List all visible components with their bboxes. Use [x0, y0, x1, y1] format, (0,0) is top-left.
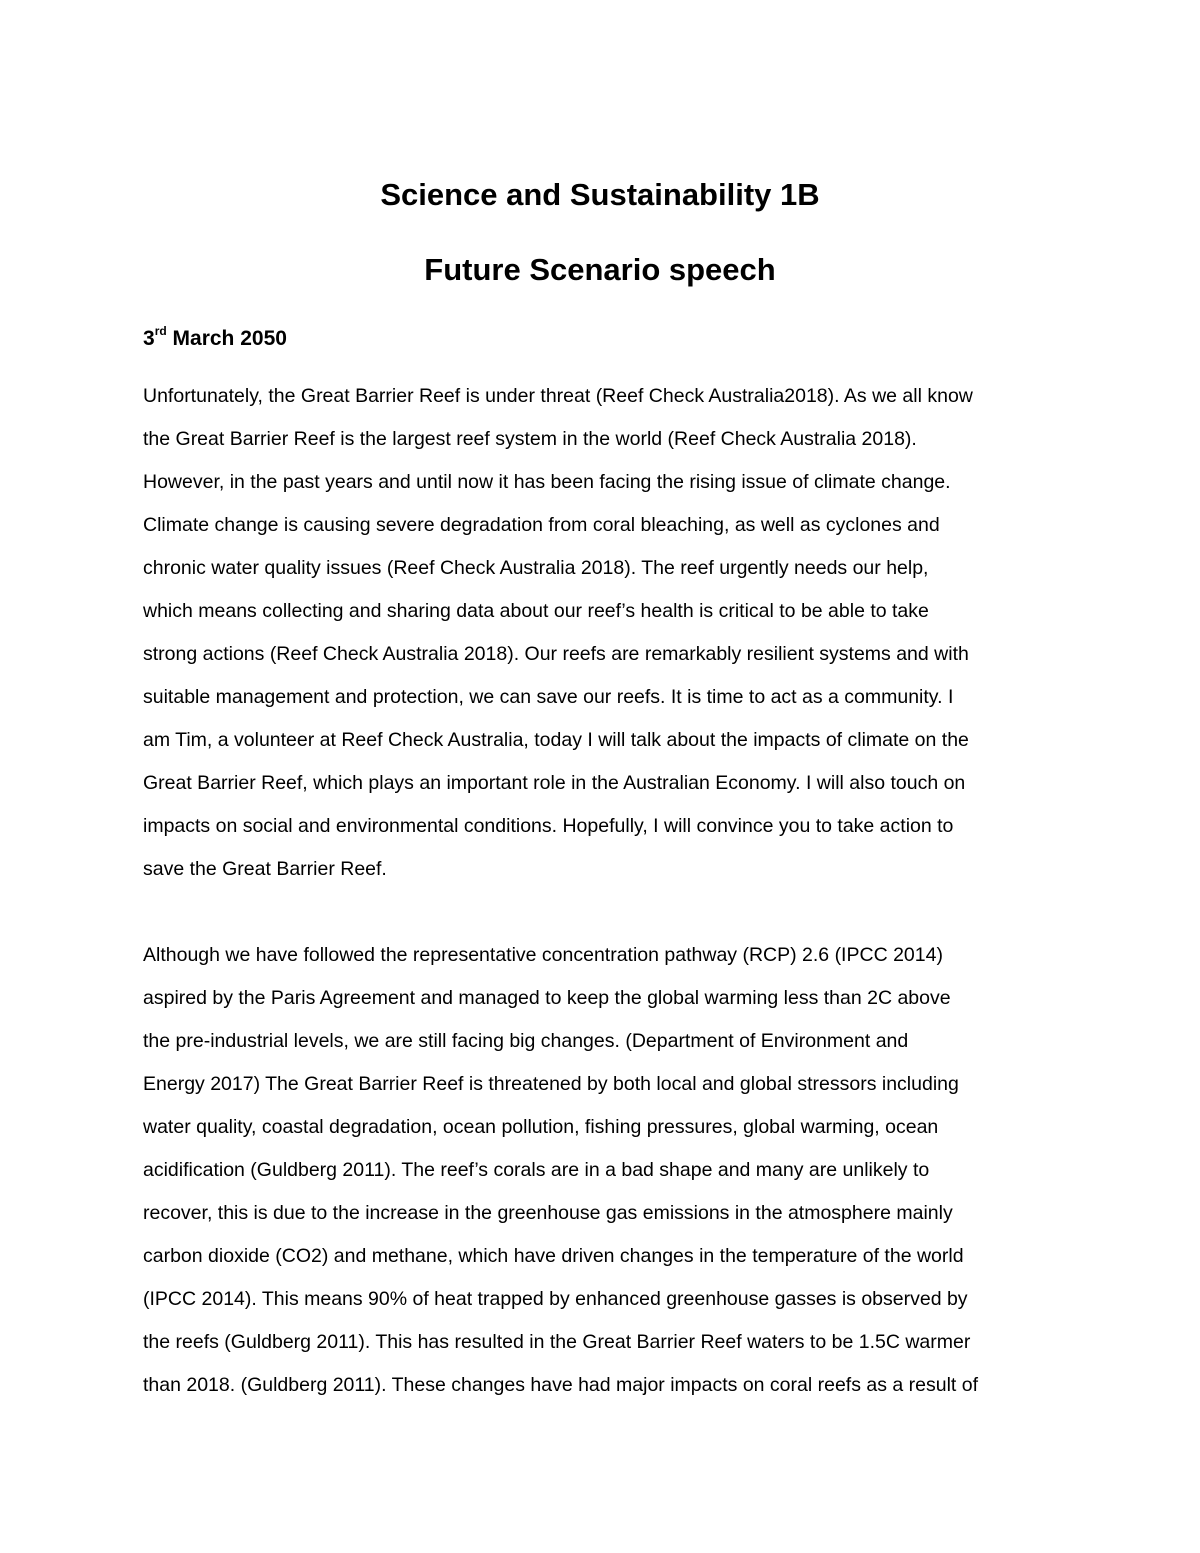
text-line: the reefs (Guldberg 2011). This has resulted in the Great Barrier Reef waters to be 1.5C warmer: [143, 1331, 971, 1353]
text-line: (IPCC 2014). This means 90% of heat trapped by enhanced greenhouse gasses is observed by: [143, 1288, 968, 1310]
text-line: suitable management and protection, we can save our reefs. It is time to act as a community. I: [143, 686, 954, 708]
text-line: However, in the past years and until now it has been facing the rising issue of climate change.: [143, 471, 951, 493]
text-line: acidification (Guldberg 2011). The reef’s corals are in a bad shape and many are unlikely to: [143, 1159, 930, 1181]
text-line: carbon dioxide (CO2) and methane, which have driven changes in the temperature of the world: [143, 1245, 964, 1267]
text-line: Although we have followed the representative concentration pathway (RCP) 2.6 (IPCC 2014): [143, 944, 943, 966]
text-line: recover, this is due to the increase in the greenhouse gas emissions in the atmosphere mainly: [143, 1202, 953, 1224]
text-line: Climate change is causing severe degradation from coral bleaching, as well as cyclones and: [143, 514, 940, 536]
date-month-year: March 2050: [172, 327, 287, 350]
text-line: water quality, coastal degradation, ocean pollution, fishing pressures, global warming, ocean: [143, 1116, 939, 1138]
paragraph-introduction: [143, 375, 1073, 891]
text-line: am Tim, a volunteer at Reef Check Australia, today I will talk about the impacts of climate on the: [143, 729, 969, 751]
date-ordinal-suffix: rd: [154, 324, 167, 338]
speech-date: [143, 325, 287, 353]
document-subtitle: Future Scenario speech: [424, 252, 776, 287]
text-line: save the Great Barrier Reef.: [143, 858, 387, 880]
document-title: Science and Sustainability 1B: [380, 177, 820, 212]
text-line: impacts on social and environmental conditions. Hopefully, I will convince you to take action to: [143, 815, 954, 837]
text-line: the Great Barrier Reef is the largest reef system in the world (Reef Check Australia 2018).: [143, 428, 917, 450]
text-line: the pre-industrial levels, we are still facing big changes. (Department of Environment and: [143, 1030, 909, 1052]
text-line: than 2018. (Guldberg 2011). These changes have had major impacts on coral reefs as a result of: [143, 1374, 979, 1396]
paragraph-climate-impacts: [143, 934, 1073, 1407]
text-line: chronic water quality issues (Reef Check Australia 2018). The reef urgently needs our help,: [143, 557, 929, 579]
text-line: Great Barrier Reef, which plays an important role in the Australian Economy. I will also touch on: [143, 772, 966, 794]
text-line: strong actions (Reef Check Australia 2018). Our reefs are remarkably resilient systems and with: [143, 643, 969, 665]
text-line: Energy 2017) The Great Barrier Reef is threatened by both local and global stressors including: [143, 1073, 959, 1095]
text-line: Unfortunately, the Great Barrier Reef is under threat (Reef Check Australia2018). As we all know: [143, 385, 973, 407]
text-line: which means collecting and sharing data about our reef’s health is critical to be able to take: [143, 600, 929, 622]
date-day: 3: [143, 327, 155, 350]
text-line: aspired by the Paris Agreement and managed to keep the global warming less than 2C above: [143, 987, 951, 1009]
